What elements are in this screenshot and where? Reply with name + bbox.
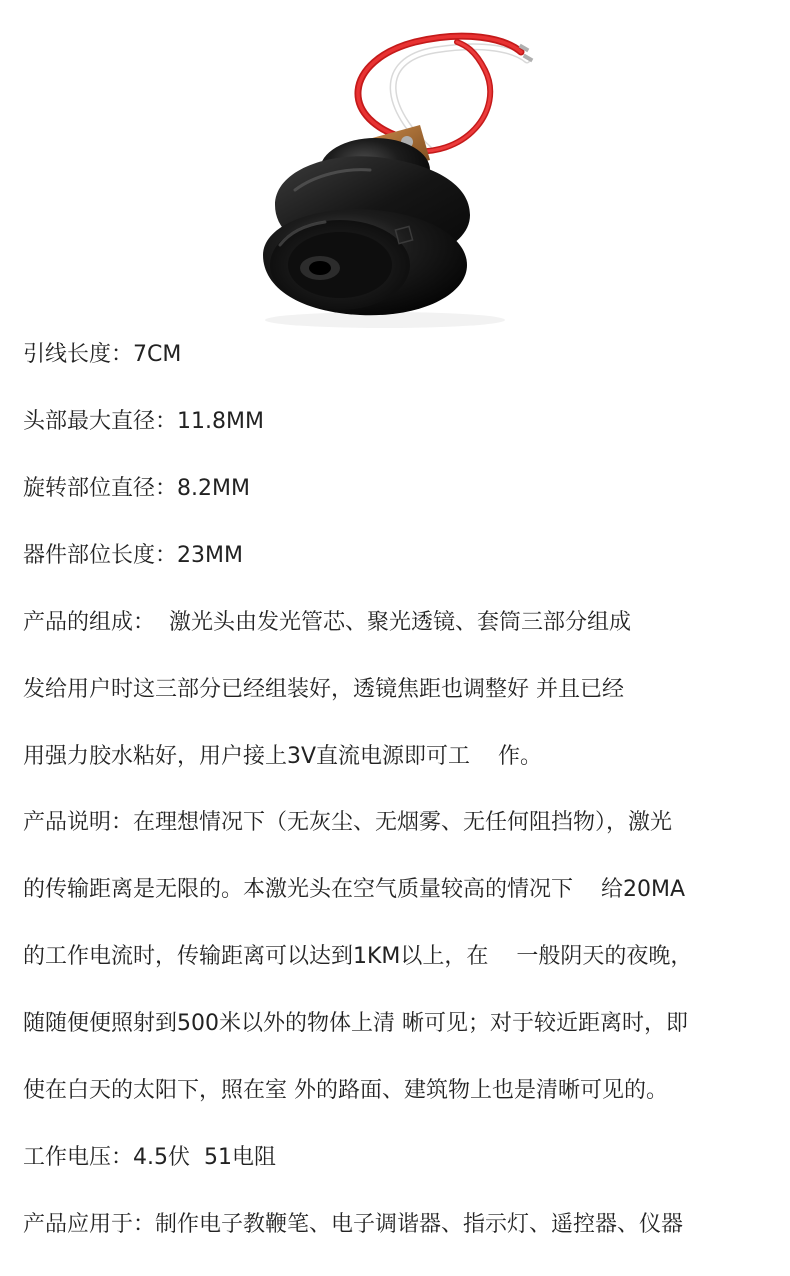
composition-line-3: 用强力胶水粘好，用户接上3V直流电源即可工 作。: [23, 744, 543, 769]
description-line-3: 的工作电流时，传输距离可以达到1KM以上，在 一般阴天的夜晚，: [23, 944, 693, 969]
product-photo: [235, 0, 565, 330]
description-line-5: 使在白天的太阳下，照在室 外的路面、建筑物上也是清晰可见的。: [23, 1078, 668, 1103]
laser-head-module-icon: [235, 0, 565, 330]
description-line-2: 的传输距离是无限的。本激光头在空气质量较高的情况下 给20MA: [23, 877, 685, 902]
head-diameter-line: 头部最大直径：11.8MM: [23, 409, 264, 434]
device-length-line: 器件部位长度：23MM: [23, 543, 243, 568]
composition-line-1: 产品的组成： 激光头由发光管芯、聚光透镜、套筒三部分组成: [23, 610, 631, 635]
description-line-4: 随随便便照射到500米以外的物体上清 晰可见；对于较近距离时，即: [23, 1011, 688, 1036]
description-line-1: 产品说明：在理想情况下（无灰尘、无烟雾、无任何阻挡物），激光: [23, 810, 673, 835]
working-voltage-line: 工作电压：4.5伏 51电阻: [23, 1145, 276, 1170]
applications-line: 产品应用于：制作电子教鞭笔、电子调谐器、指示灯、遥控器、仪器: [23, 1212, 684, 1237]
rotating-part-diameter-line: 旋转部位直径：8.2MM: [23, 476, 250, 501]
composition-line-2: 发给用户时这三部分已经组装好，透镜焦距也调整好 并且已经: [23, 677, 624, 702]
lead-length-line: 引线长度：7CM: [23, 342, 182, 367]
